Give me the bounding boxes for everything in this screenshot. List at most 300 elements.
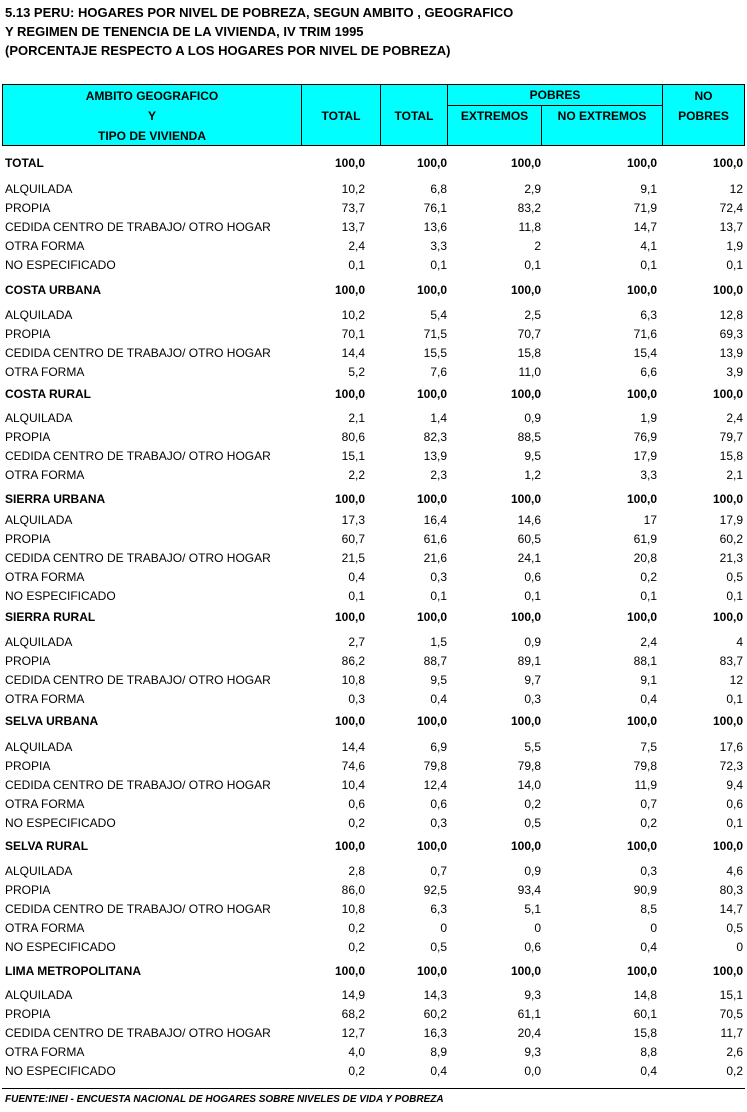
cell-extremos: 11,0: [518, 365, 541, 379]
cell-total-1: 10,2: [341, 182, 365, 196]
cell-total-1: 100,0: [334, 839, 365, 853]
title-line-3: (PORCENTAJE RESPECTO A LOS HOGARES POR NIVEL DE POBREZA): [5, 43, 451, 58]
cell-total-1: 0,3: [348, 692, 365, 706]
cell-no-pobres: 17,9: [719, 513, 743, 527]
cell-total-2: 79,8: [423, 759, 447, 773]
row-label: ALQUILADA: [5, 988, 73, 1002]
cell-extremos: 0,2: [524, 797, 541, 811]
cell-no-pobres: 100,0: [712, 714, 743, 728]
cell-no-pobres: 13,7: [719, 220, 743, 234]
cell-total-1: 10,8: [341, 902, 365, 916]
row-label: PROPIA: [5, 201, 51, 215]
cell-extremos: 0,1: [524, 258, 541, 272]
table-row: [0, 653, 747, 669]
row-label: OTRA FORMA: [5, 365, 85, 379]
header-total-1: TOTAL: [321, 109, 361, 123]
cell-no-extremos: 71,9: [633, 201, 657, 215]
cell-no-extremos: 11,9: [634, 778, 657, 792]
header-total-2: TOTAL: [394, 109, 434, 123]
cell-no-extremos: 100,0: [626, 283, 657, 297]
table-row: [0, 939, 747, 955]
cell-total-1: 100,0: [334, 387, 365, 401]
cell-total-2: 76,1: [423, 201, 447, 215]
cell-no-pobres: 69,3: [719, 327, 743, 341]
cell-no-pobres: 83,7: [719, 654, 743, 668]
table-row: [0, 920, 747, 936]
cell-no-extremos: 100,0: [626, 387, 657, 401]
cell-extremos: 9,7: [524, 673, 541, 687]
cell-extremos: 61,1: [517, 1007, 541, 1021]
header-no-pobres: NO POBRES: [678, 89, 729, 123]
cell-no-extremos: 15,4: [633, 346, 657, 360]
row-label: PROPIA: [5, 1007, 51, 1021]
cell-total-2: 100,0: [416, 964, 447, 978]
cell-extremos: 11,8: [518, 220, 541, 234]
cell-total-1: 10,4: [341, 778, 365, 792]
table-row: [0, 672, 747, 688]
cell-no-extremos: 60,1: [633, 1007, 657, 1021]
row-label: OTRA FORMA: [5, 692, 85, 706]
cell-extremos: 89,1: [517, 654, 541, 668]
cell-total-2: 60,2: [423, 1007, 447, 1021]
cell-no-pobres: 12: [729, 182, 743, 196]
row-label: NO ESPECIFICADO: [5, 258, 116, 272]
table-row: [0, 758, 747, 774]
cell-no-extremos: 0,4: [640, 692, 657, 706]
table-row: [0, 467, 747, 483]
row-label: PROPIA: [5, 327, 51, 341]
cell-total-1: 2,8: [348, 864, 365, 878]
cell-total-2: 21,6: [423, 551, 447, 565]
cell-total-2: 2,3: [430, 468, 447, 482]
cell-total-2: 100,0: [416, 283, 447, 297]
row-label: CEDIDA CENTRO DE TRABAJO/ OTRO HOGAR: [5, 346, 271, 360]
cell-no-pobres: 0,6: [726, 797, 743, 811]
cell-no-extremos: 20,8: [633, 551, 657, 565]
cell-no-pobres: 100,0: [712, 283, 743, 297]
cell-no-pobres: 0,5: [726, 921, 743, 935]
group-row: [0, 155, 747, 171]
cell-no-pobres: 17,6: [719, 740, 743, 754]
cell-total-1: 74,6: [341, 759, 365, 773]
cell-extremos: 0,9: [524, 635, 541, 649]
row-label: SELVA RURAL: [5, 839, 89, 853]
cell-total-1: 14,4: [341, 346, 365, 360]
table-row: [0, 364, 747, 380]
row-label: CEDIDA CENTRO DE TRABAJO/ OTRO HOGAR: [5, 778, 271, 792]
cell-total-1: 4,0: [348, 1045, 365, 1059]
cell-no-extremos: 100,0: [626, 714, 657, 728]
cell-no-pobres: 2,1: [726, 468, 743, 482]
cell-extremos: 2: [534, 239, 541, 253]
cell-extremos: 0: [534, 921, 541, 935]
cell-total-1: 13,7: [341, 220, 365, 234]
cell-total-2: 100,0: [416, 387, 447, 401]
cell-total-1: 21,5: [341, 551, 365, 565]
cell-no-pobres: 2,4: [726, 411, 743, 425]
cell-extremos: 79,8: [517, 759, 541, 773]
cell-no-extremos: 0,1: [640, 589, 657, 603]
table-row: [0, 307, 747, 323]
cell-extremos: 24,1: [517, 551, 541, 565]
cell-total-2: 0: [440, 921, 447, 935]
cell-total-1: 14,9: [341, 988, 365, 1002]
cell-no-pobres: 60,2: [719, 532, 743, 546]
row-label: OTRA FORMA: [5, 570, 85, 584]
cell-extremos: 100,0: [510, 610, 541, 624]
row-label: ALQUILADA: [5, 308, 73, 322]
cell-no-extremos: 76,9: [633, 430, 657, 444]
row-label: CEDIDA CENTRO DE TRABAJO/ OTRO HOGAR: [5, 673, 271, 687]
cell-no-pobres: 100,0: [712, 610, 743, 624]
table-row: [0, 796, 747, 812]
row-label: ALQUILADA: [5, 182, 73, 196]
cell-total-2: 1,5: [430, 635, 447, 649]
cell-extremos: 0,0: [524, 1064, 541, 1078]
row-label: OTRA FORMA: [5, 468, 85, 482]
cell-total-2: 0,3: [430, 570, 447, 584]
cell-no-extremos: 0,2: [640, 570, 657, 584]
cell-no-extremos: 7,5: [640, 740, 657, 754]
cell-total-2: 13,6: [423, 220, 447, 234]
cell-extremos: 9,3: [524, 988, 541, 1002]
cell-extremos: 5,5: [524, 740, 541, 754]
cell-no-extremos: 3,3: [640, 468, 657, 482]
cell-total-2: 82,3: [423, 430, 447, 444]
table-row: [0, 512, 747, 528]
table-row: [0, 863, 747, 879]
cell-total-2: 9,5: [430, 673, 447, 687]
cell-extremos: 2,9: [524, 182, 541, 196]
cell-total-2: 8,9: [430, 1045, 447, 1059]
cell-extremos: 9,5: [524, 449, 541, 463]
cell-total-1: 68,2: [341, 1007, 365, 1021]
row-label: ALQUILADA: [5, 864, 73, 878]
title-line-2: Y REGIMEN DE TENENCIA DE LA VIVIENDA, IV TRIM 1995: [5, 24, 364, 39]
cell-no-extremos: 0: [650, 921, 657, 935]
cell-total-1: 80,6: [341, 430, 365, 444]
cell-no-pobres: 4: [736, 635, 743, 649]
row-label: SIERRA URBANA: [5, 492, 106, 506]
cell-total-1: 73,7: [341, 201, 365, 215]
cell-total-1: 0,2: [348, 816, 365, 830]
cell-total-1: 100,0: [334, 283, 365, 297]
cell-no-extremos: 17: [643, 513, 657, 527]
header-extremos: EXTREMOS: [460, 109, 529, 123]
cell-no-extremos: 14,8: [633, 988, 657, 1002]
cell-total-2: 1,4: [430, 411, 447, 425]
cell-total-2: 14,3: [423, 988, 447, 1002]
group-row: [0, 838, 747, 854]
cell-total-1: 0,4: [348, 570, 365, 584]
cell-no-pobres: 2,6: [726, 1045, 743, 1059]
cell-extremos: 0,9: [524, 411, 541, 425]
cell-no-extremos: 6,3: [640, 308, 657, 322]
cell-extremos: 20,4: [517, 1026, 541, 1040]
cell-no-extremos: 100,0: [626, 839, 657, 853]
cell-total-2: 15,5: [423, 346, 447, 360]
table-row: [0, 326, 747, 342]
row-label: ALQUILADA: [5, 635, 73, 649]
cell-total-2: 0,7: [430, 864, 447, 878]
cell-total-2: 100,0: [416, 839, 447, 853]
cell-total-2: 0,4: [430, 692, 447, 706]
header-pobres: POBRES: [529, 88, 581, 102]
table-row: [0, 219, 747, 235]
cell-no-extremos: 100,0: [626, 156, 657, 170]
cell-total-2: 3,3: [430, 239, 447, 253]
cell-no-pobres: 0,1: [726, 692, 743, 706]
cell-total-1: 86,2: [341, 654, 365, 668]
cell-no-pobres: 0,2: [726, 1064, 743, 1078]
cell-no-extremos: 90,9: [633, 883, 657, 897]
cell-total-1: 12,7: [341, 1026, 365, 1040]
cell-no-extremos: 8,5: [640, 902, 657, 916]
cell-total-2: 6,8: [430, 182, 447, 196]
cell-no-extremos: 0,3: [640, 864, 657, 878]
row-label: OTRA FORMA: [5, 1045, 85, 1059]
cell-no-pobres: 0,1: [726, 258, 743, 272]
cell-no-pobres: 70,5: [719, 1007, 743, 1021]
row-label: NO ESPECIFICADO: [5, 589, 116, 603]
cell-no-extremos: 0,2: [640, 816, 657, 830]
cell-extremos: 15,8: [517, 346, 541, 360]
cell-no-pobres: 3,9: [726, 365, 743, 379]
row-label: NO ESPECIFICADO: [5, 940, 116, 954]
cell-total-2: 100,0: [416, 156, 447, 170]
cell-extremos: 83,2: [517, 201, 541, 215]
cell-no-pobres: 100,0: [712, 964, 743, 978]
group-row: [0, 386, 747, 402]
table-row: [0, 345, 747, 361]
cell-total-1: 0,2: [348, 1064, 365, 1078]
page-title: [5, 3, 745, 60]
cell-total-1: 0,1: [348, 589, 365, 603]
cell-extremos: 0,1: [524, 589, 541, 603]
cell-extremos: 100,0: [510, 492, 541, 506]
table-row: [0, 1044, 747, 1060]
cell-no-extremos: 9,1: [640, 182, 657, 196]
cell-no-pobres: 14,7: [719, 902, 743, 916]
table-row: [0, 634, 747, 650]
cell-extremos: 0,9: [524, 864, 541, 878]
cell-total-2: 88,7: [423, 654, 447, 668]
table-row: [0, 531, 747, 547]
footer-divider: [2, 1088, 745, 1089]
cell-extremos: 0,6: [524, 940, 541, 954]
cell-no-pobres: 100,0: [712, 492, 743, 506]
row-label: PROPIA: [5, 654, 51, 668]
cell-total-2: 100,0: [416, 714, 447, 728]
group-row: [0, 609, 747, 625]
cell-total-2: 71,5: [423, 327, 447, 341]
row-label: CEDIDA CENTRO DE TRABAJO/ OTRO HOGAR: [5, 220, 271, 234]
cell-total-2: 12,4: [423, 778, 447, 792]
table-row: [0, 815, 747, 831]
row-label: NO ESPECIFICADO: [5, 1064, 116, 1078]
row-label: CEDIDA CENTRO DE TRABAJO/ OTRO HOGAR: [5, 902, 271, 916]
cell-total-2: 100,0: [416, 610, 447, 624]
row-label: ALQUILADA: [5, 740, 73, 754]
cell-total-2: 16,3: [423, 1026, 447, 1040]
cell-no-pobres: 1,9: [726, 239, 743, 253]
cell-total-2: 0,3: [430, 816, 447, 830]
cell-extremos: 9,3: [524, 1045, 541, 1059]
table-row: [0, 882, 747, 898]
table-row: [0, 448, 747, 464]
cell-total-2: 6,9: [430, 740, 447, 754]
cell-total-1: 15,1: [341, 449, 365, 463]
cell-extremos: 100,0: [510, 283, 541, 297]
row-label: CEDIDA CENTRO DE TRABAJO/ OTRO HOGAR: [5, 551, 271, 565]
cell-no-pobres: 9,4: [726, 778, 743, 792]
cell-extremos: 2,5: [524, 308, 541, 322]
cell-extremos: 1,2: [524, 468, 541, 482]
cell-total-2: 61,6: [423, 532, 447, 546]
row-label: SELVA URBANA: [5, 714, 99, 728]
cell-extremos: 0,3: [524, 692, 541, 706]
table-row: [0, 588, 747, 604]
title-line-1: 5.13 PERU: HOGARES POR NIVEL DE POBREZA, SEGUN AMBITO , GEOGRAFICO: [5, 5, 514, 20]
cell-extremos: 100,0: [510, 714, 541, 728]
cell-no-extremos: 88,1: [633, 654, 657, 668]
row-label: OTRA FORMA: [5, 797, 85, 811]
cell-total-2: 6,3: [430, 902, 447, 916]
cell-no-extremos: 100,0: [626, 964, 657, 978]
cell-total-2: 7,6: [430, 365, 447, 379]
table-row: [0, 410, 747, 426]
cell-total-1: 70,1: [341, 327, 365, 341]
table-row: [0, 569, 747, 585]
cell-extremos: 100,0: [510, 839, 541, 853]
row-label: PROPIA: [5, 883, 51, 897]
table-row: [0, 691, 747, 707]
cell-no-pobres: 79,7: [719, 430, 743, 444]
cell-total-2: 0,5: [430, 940, 447, 954]
cell-extremos: 0,5: [524, 816, 541, 830]
cell-no-pobres: 15,8: [719, 449, 743, 463]
cell-total-2: 0,1: [430, 258, 447, 272]
cell-total-1: 10,2: [341, 308, 365, 322]
row-label: CEDIDA CENTRO DE TRABAJO/ OTRO HOGAR: [5, 1026, 271, 1040]
cell-no-pobres: 80,3: [719, 883, 743, 897]
table-row: [0, 550, 747, 566]
group-row: [0, 713, 747, 729]
row-label: PROPIA: [5, 759, 51, 773]
cell-no-pobres: 12: [729, 673, 743, 687]
cell-extremos: 0,6: [524, 570, 541, 584]
table-row: [0, 1063, 747, 1079]
row-label: LIMA METROPOLITANA: [5, 964, 141, 978]
cell-total-2: 92,5: [423, 883, 447, 897]
cell-no-extremos: 61,9: [633, 532, 657, 546]
cell-total-1: 100,0: [334, 964, 365, 978]
cell-no-pobres: 0,1: [726, 589, 743, 603]
row-label: COSTA URBANA: [5, 283, 101, 297]
cell-extremos: 14,0: [517, 778, 541, 792]
cell-no-extremos: 6,6: [640, 365, 657, 379]
table-row: [0, 257, 747, 273]
cell-extremos: 70,7: [517, 327, 541, 341]
cell-total-1: 5,2: [348, 365, 365, 379]
cell-no-pobres: 0,1: [726, 816, 743, 830]
group-row: [0, 282, 747, 298]
cell-extremos: 100,0: [510, 156, 541, 170]
row-label: SIERRA RURAL: [5, 610, 96, 624]
header-ambito: AMBITO GEOGRAFICO Y TIPO DE VIVIENDA: [85, 89, 219, 143]
table-row: [0, 739, 747, 755]
header-divider: [448, 105, 662, 106]
cell-no-pobres: 0,5: [726, 570, 743, 584]
row-label: OTRA FORMA: [5, 921, 85, 935]
table-row: [0, 987, 747, 1003]
cell-no-extremos: 8,8: [640, 1045, 657, 1059]
cell-total-1: 0,6: [348, 797, 365, 811]
row-label: PROPIA: [5, 430, 51, 444]
table-row: [0, 429, 747, 445]
cell-extremos: 14,6: [517, 513, 541, 527]
cell-total-2: 0,1: [430, 589, 447, 603]
row-label: TOTAL: [5, 156, 44, 170]
cell-total-2: 0,4: [430, 1064, 447, 1078]
cell-no-extremos: 14,7: [633, 220, 657, 234]
cell-no-pobres: 100,0: [712, 839, 743, 853]
row-label: OTRA FORMA: [5, 239, 85, 253]
cell-no-extremos: 1,9: [640, 411, 657, 425]
cell-total-1: 100,0: [334, 610, 365, 624]
cell-no-extremos: 0,7: [640, 797, 657, 811]
cell-extremos: 60,5: [517, 532, 541, 546]
cell-total-1: 0,1: [348, 258, 365, 272]
cell-no-pobres: 11,7: [720, 1026, 743, 1040]
table-row: [0, 901, 747, 917]
group-row: [0, 491, 747, 507]
cell-no-pobres: 100,0: [712, 156, 743, 170]
row-label: CEDIDA CENTRO DE TRABAJO/ OTRO HOGAR: [5, 449, 271, 463]
cell-total-1: 100,0: [334, 156, 365, 170]
cell-total-1: 0,2: [348, 921, 365, 935]
cell-total-1: 100,0: [334, 714, 365, 728]
cell-extremos: 5,1: [524, 902, 541, 916]
cell-total-1: 14,4: [341, 740, 365, 754]
cell-no-extremos: 9,1: [640, 673, 657, 687]
cell-no-extremos: 100,0: [626, 492, 657, 506]
cell-total-1: 2,1: [348, 411, 365, 425]
cell-total-1: 0,2: [348, 940, 365, 954]
header-no-extremos: NO EXTREMOS: [557, 109, 647, 123]
row-label: ALQUILADA: [5, 411, 73, 425]
group-row: [0, 963, 747, 979]
row-label: COSTA RURAL: [5, 387, 91, 401]
cell-total-1: 2,7: [348, 635, 365, 649]
table-row: [0, 200, 747, 216]
cell-no-extremos: 15,8: [633, 1026, 657, 1040]
cell-no-extremos: 71,6: [633, 327, 657, 341]
cell-extremos: 88,5: [517, 430, 541, 444]
cell-total-2: 13,9: [423, 449, 447, 463]
cell-no-pobres: 72,4: [719, 201, 743, 215]
table-row: [0, 777, 747, 793]
row-label: NO ESPECIFICADO: [5, 816, 116, 830]
row-label: PROPIA: [5, 532, 51, 546]
cell-no-extremos: 100,0: [626, 610, 657, 624]
cell-no-extremos: 79,8: [633, 759, 657, 773]
cell-no-pobres: 4,6: [726, 864, 743, 878]
table-row: [0, 181, 747, 197]
table-row: [0, 1025, 747, 1041]
cell-no-pobres: 21,3: [719, 551, 743, 565]
source-note: FUENTE:INEI - ENCUESTA NACIONAL DE HOGARES SOBRE NIVELES DE VIDA Y POBREZA: [5, 1094, 444, 1105]
